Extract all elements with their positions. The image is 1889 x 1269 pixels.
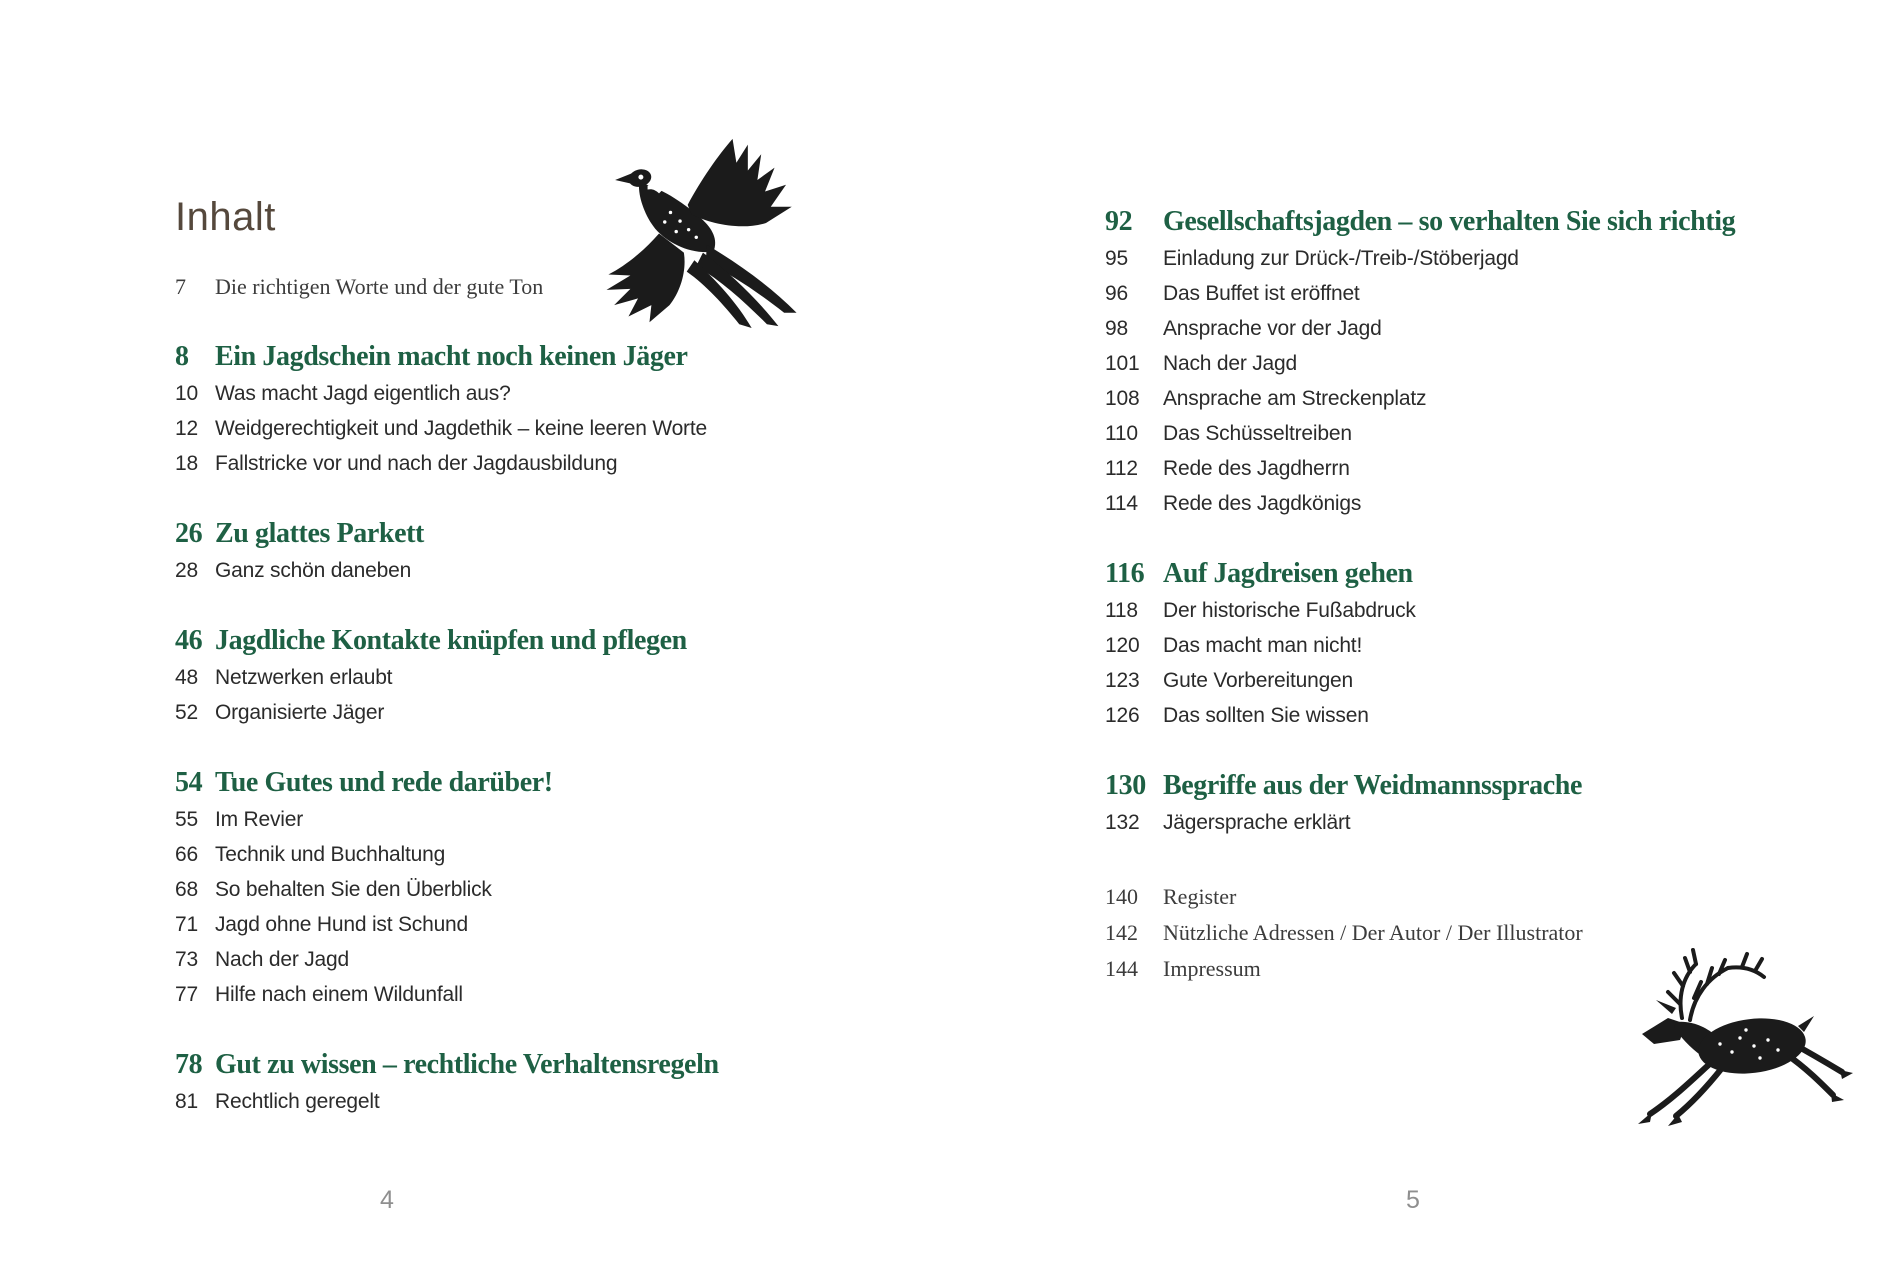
toc-entry-label: Jagd ohne Hund ist Schund — [215, 913, 469, 936]
toc-entry-page-number: 77 — [175, 983, 198, 1006]
toc-entry-label: Das Schüsseltreiben — [1163, 422, 1352, 445]
toc-entry — [175, 907, 865, 942]
toc-entry-label: Ansprache vor der Jagd — [1163, 317, 1382, 340]
toc-entry-page-number: 132 — [1105, 811, 1140, 834]
toc-chapter-title: Begriffe aus der Weidmannssprache — [1163, 770, 1582, 801]
toc-entry-label: Das Buffet ist eröffnet — [1163, 282, 1360, 305]
toc-entry-page-number: 55 — [175, 808, 198, 831]
page-title: Inhalt — [175, 195, 276, 239]
toc-entry-page-number: 96 — [1105, 282, 1128, 305]
toc-entry — [175, 376, 865, 411]
toc-entry-label: Das sollten Sie wissen — [1163, 704, 1369, 727]
toc-entry — [1105, 276, 1875, 311]
toc-entry-page-number: 108 — [1105, 387, 1140, 410]
toc-entry-page-number: 68 — [175, 878, 198, 901]
toc-chapter-heading — [1105, 203, 1875, 241]
toc-entry-label: Im Revier — [215, 808, 304, 831]
toc-entry-label: Was macht Jagd eigentlich aus? — [215, 382, 511, 405]
toc-chapter-title: Gut zu wissen – rechtliche Verhaltensregeln — [215, 1049, 719, 1080]
toc-entry-page-number: 144 — [1105, 956, 1138, 981]
toc-chapter-page-number: 78 — [175, 1049, 203, 1080]
toc-entry — [175, 837, 865, 872]
toc-entry-label: Rede des Jagdkönigs — [1163, 492, 1362, 515]
toc-entry-label: Impressum — [1163, 956, 1261, 981]
toc-entry-page-number: 12 — [175, 417, 198, 440]
toc-entry-label: Jägersprache erklärt — [1163, 811, 1351, 834]
toc-entry — [175, 872, 865, 907]
right-toc-page — [1105, 203, 1875, 987]
toc-chapter-heading — [1105, 767, 1875, 805]
toc-entry — [1105, 381, 1875, 416]
toc-entry-label: Organisierte Jäger — [215, 701, 385, 724]
toc-entry — [175, 411, 865, 446]
toc-chapter-page-number: 46 — [175, 625, 203, 656]
toc-entry-page-number: 101 — [1105, 352, 1140, 375]
toc-entry-page-number: 142 — [1105, 920, 1138, 945]
toc-section — [175, 1046, 865, 1119]
toc-entry — [175, 1084, 865, 1119]
toc-entry — [175, 695, 865, 730]
toc-entry — [1105, 663, 1875, 698]
toc-entry-page-number: 126 — [1105, 704, 1140, 727]
toc-chapter-heading — [175, 1046, 865, 1084]
right-page-number: 5 — [1406, 1186, 1420, 1214]
toc-chapter-page-number: 92 — [1105, 206, 1133, 237]
toc-entry-page-number: 140 — [1105, 884, 1138, 909]
toc-entry-label: Rechtlich geregelt — [215, 1090, 380, 1113]
toc-entry-label: Einladung zur Drück-/Treib-/Stöberjagd — [1163, 247, 1519, 270]
toc-chapter-page-number: 54 — [175, 767, 203, 798]
toc-entry-page-number: 118 — [1105, 599, 1138, 622]
toc-entry — [175, 660, 865, 695]
toc-chapter-page-number: 26 — [175, 518, 203, 549]
toc-section — [1105, 767, 1875, 840]
toc-entry — [175, 553, 865, 588]
toc-chapter-heading — [175, 764, 865, 802]
toc-chapter-heading — [175, 622, 865, 660]
toc-entry-label: Nach der Jagd — [215, 948, 349, 971]
toc-entry-label: Rede des Jagdherrn — [1163, 457, 1350, 480]
toc-entry-page-number: 18 — [175, 452, 198, 475]
toc-entry — [1105, 311, 1875, 346]
toc-entry-label: Das macht man nicht! — [1163, 634, 1363, 657]
toc-entry-page-number: 123 — [1105, 669, 1140, 692]
toc-entry-label: Netzwerken erlaubt — [215, 666, 393, 689]
toc-chapter-page-number: 116 — [1105, 558, 1145, 589]
toc-chapter-title: Ein Jagdschein macht noch keinen Jäger — [215, 341, 688, 372]
toc-entry-label: Ganz schön daneben — [215, 559, 412, 582]
toc-entry-label: Nützliche Adressen / Der Autor / Der Illustrator — [1163, 920, 1583, 945]
toc-entry-page-number: 52 — [175, 701, 198, 724]
toc-entry-page-number: 114 — [1105, 492, 1138, 515]
toc-entry — [1105, 486, 1875, 521]
toc-entry — [1105, 698, 1875, 733]
toc-entry-label: Ansprache am Streckenplatz — [1163, 387, 1427, 410]
toc-entry-page-number: 66 — [175, 843, 198, 866]
flying-pheasant-illustration — [596, 126, 808, 340]
toc-chapter-page-number: 8 — [175, 341, 189, 372]
toc-entry-page-number: 120 — [1105, 634, 1140, 657]
toc-section — [1105, 555, 1875, 733]
toc-section — [175, 764, 865, 1012]
toc-entry — [1105, 593, 1875, 628]
toc-entry-page-number: 7 — [175, 274, 186, 299]
toc-entry-page-number: 110 — [1105, 422, 1138, 445]
toc-entry-page-number: 10 — [175, 382, 198, 405]
toc-entry-label: Hilfe nach einem Wildunfall — [215, 983, 463, 1006]
toc-chapter-page-number: 130 — [1105, 770, 1146, 801]
toc-entry-page-number: 95 — [1105, 247, 1128, 270]
toc-entry — [175, 942, 865, 977]
toc-entry-label: Nach der Jagd — [1163, 352, 1297, 375]
toc-entry-page-number: 112 — [1105, 457, 1138, 480]
toc-entry-label: Fallstricke vor und nach der Jagdausbildung — [215, 452, 618, 475]
leaping-stag-illustration — [1622, 942, 1854, 1134]
toc-entry-page-number: 28 — [175, 559, 198, 582]
toc-section — [1105, 203, 1875, 521]
toc-entry-page-number: 48 — [175, 666, 198, 689]
toc-chapter-title: Auf Jagdreisen gehen — [1163, 558, 1413, 589]
toc-entry — [175, 446, 865, 481]
toc-entry-label: Gute Vorbereitungen — [1163, 669, 1354, 692]
toc-entry — [1105, 805, 1875, 840]
toc-entry-label: Weidgerechtigkeit und Jagdethik – keine leeren Worte — [215, 417, 707, 440]
toc-entry — [1105, 628, 1875, 663]
toc-entry — [1105, 346, 1875, 381]
toc-entry — [1105, 879, 1875, 915]
toc-section — [175, 515, 865, 588]
toc-chapter-title: Gesellschaftsjagden – so verhalten Sie sich richtig — [1163, 206, 1736, 237]
toc-entry-page-number: 73 — [175, 948, 198, 971]
toc-entry — [1105, 416, 1875, 451]
toc-chapter-heading — [175, 515, 865, 553]
toc-entry-page-number: 71 — [175, 913, 198, 936]
toc-section — [175, 338, 865, 481]
toc-entry — [175, 802, 865, 837]
left-page-number: 4 — [380, 1186, 394, 1214]
toc-entry — [175, 977, 865, 1012]
toc-entry-label: Register — [1163, 884, 1237, 909]
toc-entry-label: Der historische Fußabdruck — [1163, 599, 1416, 622]
toc-chapter-title: Zu glattes Parkett — [215, 518, 424, 549]
toc-chapter-heading — [1105, 555, 1875, 593]
toc-section — [175, 622, 865, 730]
toc-entry-label: Die richtigen Worte und der gute Ton — [215, 274, 544, 299]
toc-entry-page-number: 98 — [1105, 317, 1128, 340]
toc-entry — [1105, 451, 1875, 486]
toc-entry-page-number: 81 — [175, 1090, 198, 1113]
toc-chapter-title: Jagdliche Kontakte knüpfen und pflegen — [215, 625, 687, 656]
toc-entry-label: So behalten Sie den Überblick — [215, 878, 492, 901]
toc-chapter-title: Tue Gutes und rede darüber! — [215, 767, 553, 798]
toc-entry — [1105, 241, 1875, 276]
toc-entry-label: Technik und Buchhaltung — [215, 843, 446, 866]
toc-chapter-heading — [175, 338, 865, 376]
